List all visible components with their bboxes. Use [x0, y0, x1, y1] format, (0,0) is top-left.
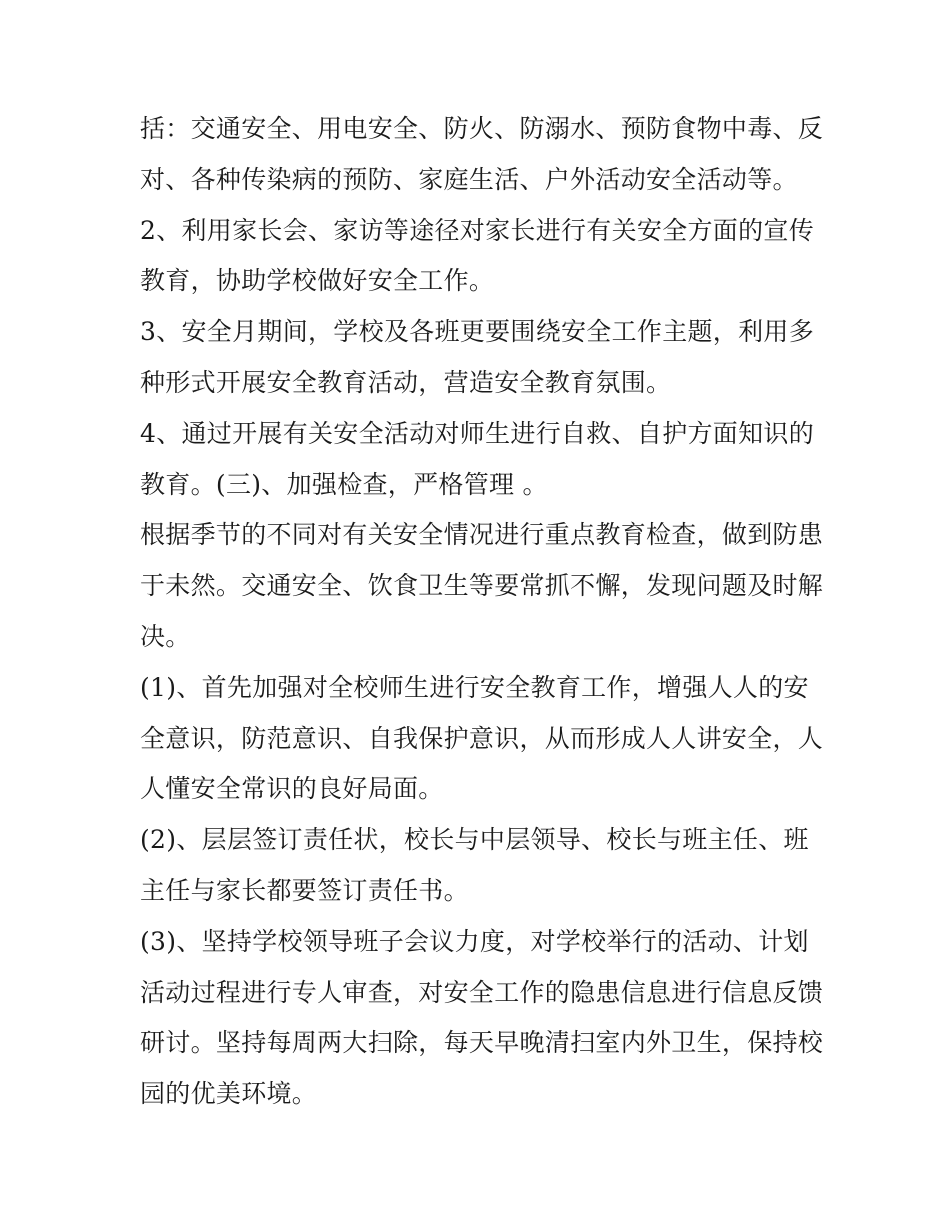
- text-line: 括：交通安全、用电安全、防火、防溺水、预防食物中毒、反: [140, 114, 824, 143]
- text-line: 决。: [140, 621, 191, 651]
- text-line: 2、利用家长会、家访等途径对家长进行有关安全方面的宣传: [140, 215, 815, 245]
- text-line: 于未然。交通安全、饮食卫生等要常抓不懈，发现问题及时解: [140, 571, 824, 601]
- text-line: (1)、首先加强对全校师生进行安全教育工作，增强人人的安: [140, 672, 809, 702]
- text-line: 研讨。坚持每周两大扫除，每天早晚清扫室内外卫生，保持校: [140, 1028, 824, 1058]
- text-line: (2)、层层签订责任状，校长与中层领导、校长与班主任、班: [140, 825, 809, 855]
- text-line: 全意识，防范意识、自我保护意识，从而形成人人讲安全，人: [140, 723, 824, 753]
- text-line: 对、各种传染病的预防、家庭生活、户外活动安全活动等。: [140, 164, 798, 194]
- text-line: 活动过程进行专人审查，对安全工作的隐患信息进行信息反馈: [140, 977, 824, 1007]
- text-line: 3、安全月期间，学校及各班更要围绕安全工作主题，利用多: [140, 317, 815, 347]
- text-line: 园的优美环境。: [140, 1079, 318, 1109]
- text-line: 4、通过开展有关安全活动对师生进行自救、自护方面知识的: [140, 418, 815, 448]
- text-line: 教育。(三)、加强检查，严格管理 。: [140, 469, 548, 499]
- text-line: 根据季节的不同对有关安全情况进行重点教育检查，做到防患: [140, 520, 824, 550]
- text-line: 人懂安全常识的良好局面。: [140, 774, 444, 804]
- text-line: 教育，协助学校做好安全工作。: [140, 266, 495, 296]
- text-line: 主任与家长都要签订责任书。: [140, 875, 469, 905]
- text-line: 种形式开展安全教育活动，营造安全教育氛围。: [140, 367, 672, 397]
- document-body: [140, 104, 824, 1120]
- text-line: (3)、坚持学校领导班子会议力度，对学校举行的活动、计划: [140, 926, 809, 956]
